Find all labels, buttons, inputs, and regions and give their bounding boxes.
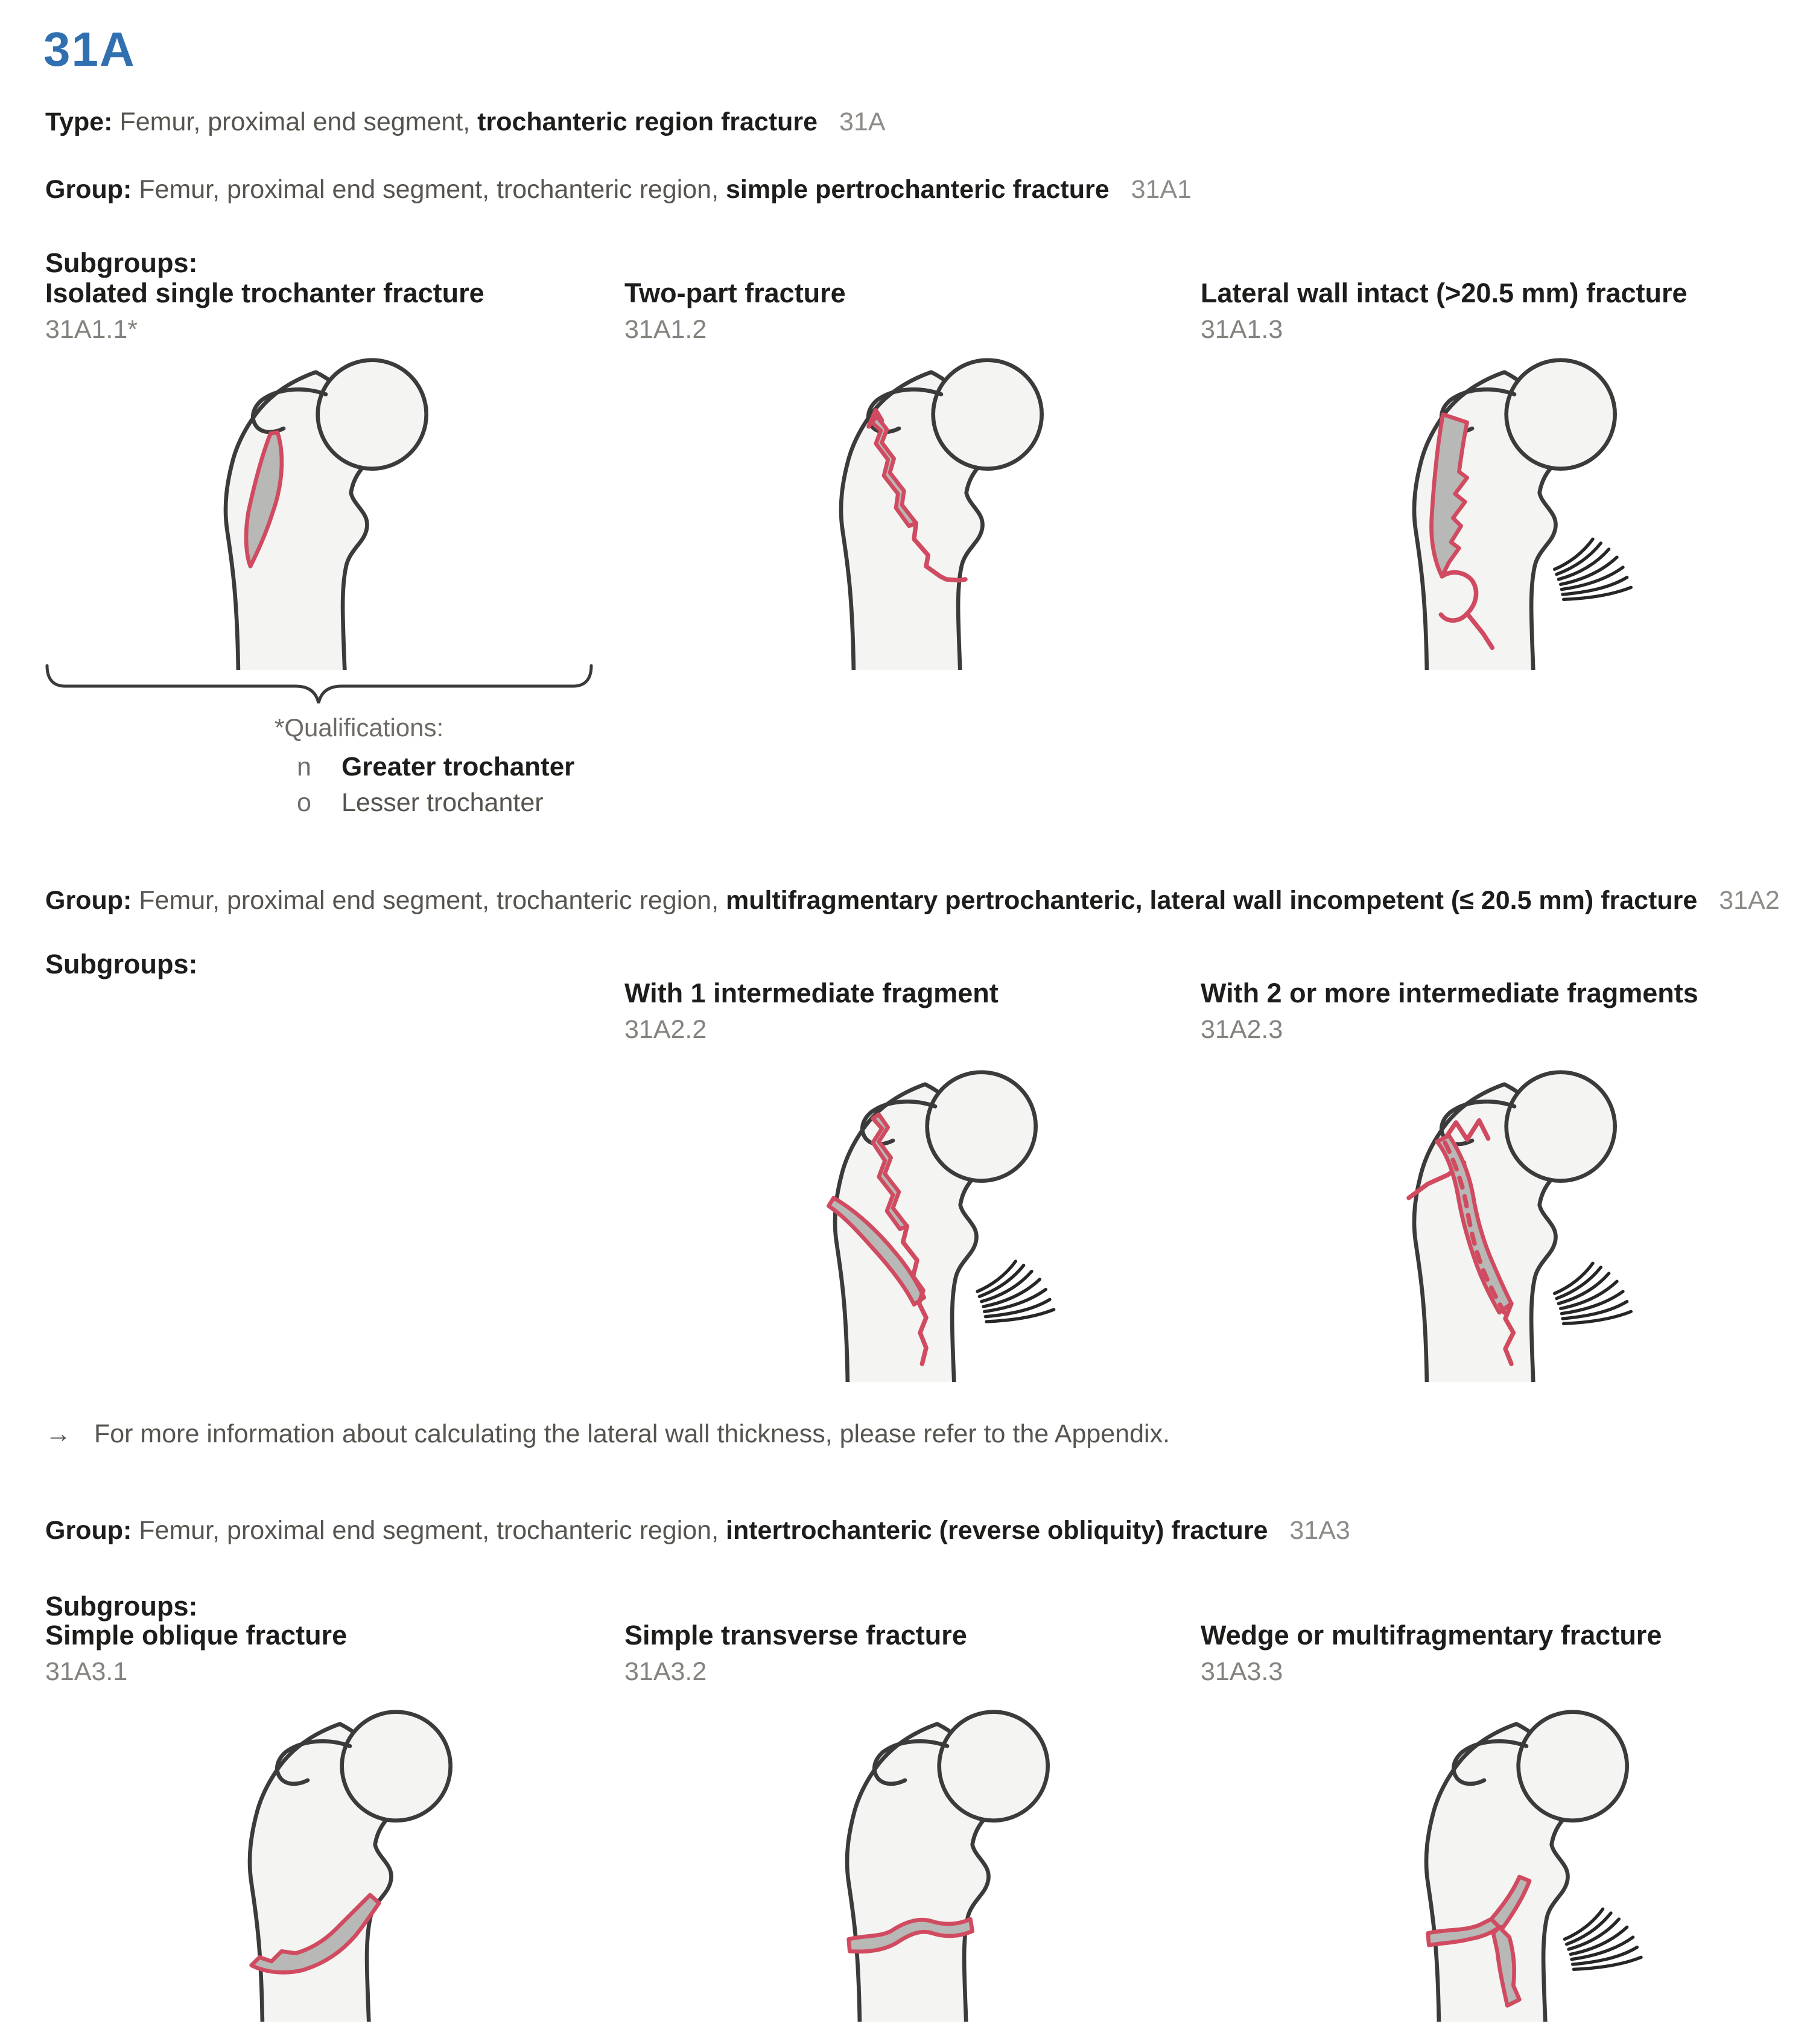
femur-illustration-31a3-3	[1358, 1690, 1659, 2022]
type-line	[45, 107, 886, 137]
group-bold: multifragmentary pertrochanteric, lateral wall incompetent (≤ 20.5 mm) fracture	[726, 886, 1698, 915]
qualification-label: Greater trochanter	[341, 752, 575, 782]
page-title: 31A	[43, 22, 136, 76]
subgroup-code: 31A1.3	[1201, 315, 1283, 344]
subgroup-head-31a1-2	[624, 278, 846, 345]
subgroup-name: Simple oblique fracture	[45, 1620, 348, 1651]
qualifications-title: *Qualifications:	[275, 713, 444, 742]
subgroup-code: 31A3.2	[624, 1657, 707, 1686]
subgroup-name: Simple transverse fracture	[624, 1620, 967, 1651]
arrow-icon: →	[45, 1419, 71, 1448]
group-prefix: Femur, proximal end segment, trochanteric region,	[139, 886, 719, 915]
subgroup-name: With 1 intermediate fragment	[624, 978, 999, 1008]
muscle-pull-icon	[1564, 1909, 1641, 1969]
group-line-31a1	[45, 175, 1192, 205]
femur-outline	[250, 1712, 451, 2022]
subgroup-code: 31A2.2	[624, 1015, 707, 1044]
group-label: Group:	[45, 175, 132, 204]
subgroup-head-31a3-2	[624, 1620, 967, 1687]
subgroup-head-31a1-1	[45, 278, 484, 345]
femur-illustration-31a1-3	[1345, 338, 1647, 670]
subgroup-name: With 2 or more intermediate fragments	[1201, 978, 1698, 1008]
group-bold: intertrochanteric (reverse obliquity) fracture	[726, 1516, 1268, 1545]
qualification-item	[297, 788, 544, 818]
group-prefix: Femur, proximal end segment, trochanteric region,	[139, 175, 719, 204]
subgroup-name: Wedge or multifragmentary fracture	[1201, 1620, 1662, 1651]
group-label: Group:	[45, 886, 132, 915]
subgroup-code: 31A1.1*	[45, 315, 138, 344]
subgroup-code: 31A3.1	[45, 1657, 128, 1686]
femur-illustration-31a2-3	[1345, 1050, 1647, 1382]
subgroup-head-31a2-2	[624, 978, 999, 1045]
group-label: Group:	[45, 1516, 132, 1545]
subgroup-name: Isolated single trochanter fracture	[45, 278, 484, 308]
femur-outline	[1426, 1712, 1627, 2022]
qualification-label: Lesser trochanter	[341, 788, 544, 817]
subgroup-name: Lateral wall intact (>20.5 mm) fracture	[1201, 278, 1688, 308]
qualification-item	[297, 752, 574, 782]
subgroup-code: 31A2.3	[1201, 1015, 1283, 1044]
type-label: Type:	[45, 107, 113, 136]
group-line-31a2	[45, 886, 1780, 915]
qualification-key: o	[297, 788, 311, 817]
muscle-pull-icon	[1555, 1263, 1631, 1323]
type-code: 31A	[839, 107, 886, 136]
appendix-note	[45, 1419, 1170, 1449]
femur-outline	[1414, 1072, 1615, 1382]
femur-illustration-31a2-2	[766, 1050, 1068, 1382]
subgroups-label-3: Subgroups:	[45, 1591, 198, 1622]
subgroup-head-31a2-3	[1201, 978, 1698, 1045]
subgroup-head-31a3-3	[1201, 1620, 1662, 1687]
subgroups-label-1: Subgroups:	[45, 247, 198, 278]
group-code: 31A3	[1289, 1516, 1350, 1545]
appendix-note-text: For more information about calculating the lateral wall thickness, please refer to the Appendix.	[94, 1419, 1170, 1448]
muscle-pull-icon	[1555, 539, 1631, 599]
femur-outline	[841, 360, 1042, 670]
femur-illustration-31a1-1	[157, 338, 459, 670]
femur-illustration-31a3-1	[181, 1690, 483, 2022]
group-prefix: Femur, proximal end segment, trochanteric region,	[139, 1516, 719, 1545]
muscle-pull-icon	[977, 1261, 1054, 1322]
group-bold: simple pertrochanteric fracture	[726, 175, 1110, 204]
subgroup-head-31a1-3	[1201, 278, 1688, 345]
femur-illustration-31a1-2	[772, 338, 1074, 670]
subgroups-label-2: Subgroups:	[45, 949, 198, 979]
subgroup-code: 31A1.2	[624, 315, 707, 344]
group-code: 31A2	[1719, 886, 1780, 915]
group-line-31a3	[45, 1516, 1350, 1546]
subgroup-head-31a3-1	[45, 1620, 347, 1687]
type-bold: trochanteric region fracture	[477, 107, 818, 136]
femur-outline	[847, 1712, 1048, 2022]
type-prefix: Femur, proximal end segment,	[119, 107, 471, 136]
qualification-key: n	[297, 753, 311, 782]
group-code: 31A1	[1131, 175, 1192, 204]
subgroup-name: Two-part fracture	[624, 278, 846, 308]
subgroup-code: 31A3.3	[1201, 1657, 1283, 1686]
femur-illustration-31a3-2	[778, 1690, 1080, 2022]
qualification-brace	[42, 661, 597, 718]
